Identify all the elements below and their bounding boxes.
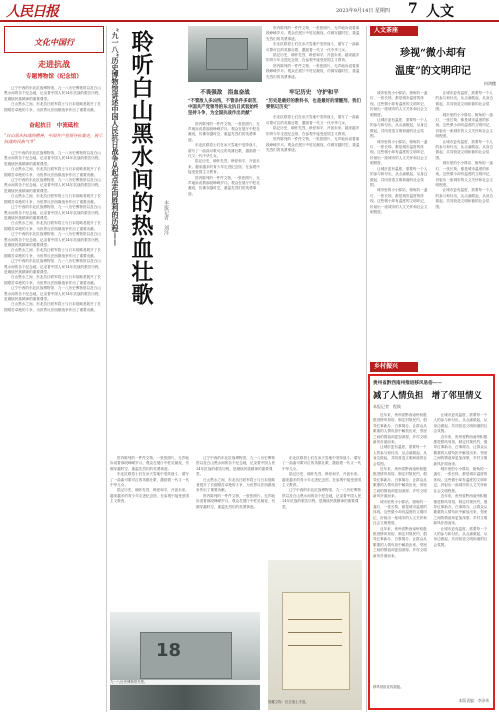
middle-body-a: 馆内陈列的一件件文物，一张张照片，无声地诉说着那段峥嵘岁月。观众在展厅中驻足凝视，仿佛穿越时空，重温先烈们的英勇事迹。 [188,121,260,142]
section-name: 人文 [426,4,454,20]
essay-body-b2: 让城市更有温度，需要每一个人的参与和付出，从点滴做起，从身边做起，共同营造文明和谐的社会氛围。 [370,166,428,187]
feature-body-9: 辽宁中西的东北抗战博物馆、九一八历史博物馆以及白山黑水间的各个纪念地，记录着中国人民14年抗战的艰苦历程，是赓续民族精神的重要课堂。 [282,488,362,509]
essay-body-a: 城市里的小小驿站、街角的一盏灯、一张长椅，都是城市温度的体现。这些微小却有温度的文明印记，折射出一座城市的人文关怀和社会文明程度。 [370,91,428,117]
rural-kicker: 贵州省黔西南州推进移风易俗—— [373,381,442,386]
left-body-a-cont2: 辽宁中西的东北抗战博物馆、九一八历史博物馆以及白山黑水间的各个纪念地，记录着中国人民14年抗战的艰苦历程，是赓续民族精神的重要课堂。 [4,178,103,193]
essay-body-b4: 让城市更有温度，需要每一个人的参与和付出，从点滴做起，从身边做起，共同营造文明和谐的社会氛围。 [435,139,493,160]
rural-body-8: 城市里的小小驿站、街角的一盏灯、一张长椅，都是城市温度的体现。这些微小却有温度的文明印记，折射出一座城市的人文关怀和社会文明程度。 [433,467,488,493]
middle-body-a-cont: 馆内陈列的一件件文物，一张张照片，无声地诉说着那段峥嵘岁月。观众在展厅中驻足凝视，仿佛穿越时空，重温先烈们的英勇事迹。 [188,175,260,196]
museum-building-shape [140,632,232,679]
middle-body-c: 铭记历史，缅怀先烈，珍爱和平，开创未来。越来越多的青少年走进纪念馆，在参观中接受爱国主义教育。 [188,159,260,175]
essay-body-a4: 城市里的小小驿站、街角的一盏灯、一张长椅，都是城市温度的体现。这些微小却有温度的文明印记，折射出一座城市的人文关怀和社会文明程度。 [435,112,493,139]
left-body-a-cont5: 辽宁中西的东北抗战博物馆、九一八历史博物馆以及白山黑水间的各个纪念地，记录着中国人民14年抗战的艰苦历程，是赓续民族精神的重要课堂。 [4,259,103,274]
essay-body-b: 让城市更有温度，需要每一个人的参与和付出，从点滴做起，从身边做起，共同营造文明和谐的社会氛围。 [370,118,428,139]
middle-column [188,88,262,268]
middle2-body-b2: 东北抗联将士们在冰天雪地中坚持战斗，谱写了一曲曲可歌可泣的英雄壮歌，激励着一代又一代中华儿女。 [266,115,360,125]
date-numeral-18: 18 [156,640,182,661]
rural-body-9: 近年来，贵州省黔西南州积极推进移风易俗，制定村规民约，倡导红事新办、白事简办，让群众从繁重的人情负担中解放出来，邻里之间的情谊却更加深厚，乡村文明新风扑面而来。 [433,494,488,526]
middle2-body-a3: 馆内陈列的一件件文物，一张张照片，无声地诉说着那段峥嵘岁月。观众在展厅中驻足凝视，仿佛穿越时空，重温先烈们的英勇事迹。 [266,137,360,152]
rural-body-10: 让城市更有温度，需要每一个人的参与和付出，从点滴做起，从身边做起，共同营造文明和谐的社会氛围。 [433,526,488,547]
feature-body-1: 馆内陈列的一件件文物，一张张照片，无声地诉说着那段峥嵘岁月。观众在展厅中驻足凝视，仿佛穿越时空，重温先烈们的英勇事迹。 [110,456,190,471]
left-column-divider [106,26,107,712]
left-body-b-cont2: 白山黑水之间，东北抗日联军将士与日本侵略者展开了长期艰苦卓绝的斗争，为世界反法西斯战争作出了重要贡献。 [4,194,101,204]
feature-title: 聆听白山黑水间的热血壮歌 [128,30,154,306]
left-body-b: 白山黑水之间，东北抗日联军将士与日本侵略者展开了长期艰苦卓绝的斗争，为世界反法西斯战争作出了重要贡献。 [4,102,101,112]
photo-caption-1: 九一八历史博物馆外景。 [110,680,260,685]
culture-logo-text: 文化中国行 [34,37,74,47]
right-column-divider [366,26,367,712]
left-body-a: 辽宁中西的东北抗战博物馆、九一八历史博物馆以及白山黑水间的各个纪念地，记录着中国人民14年抗战的艰苦历程，是赓续民族精神的重要课堂。 [4,86,103,101]
left-body-b-cont6: 白山黑水之间，东北抗日联军将士与日本侵略者展开了长期艰苦卓绝的斗争，为世界反法西斯战争作出了重要贡献。 [4,302,101,312]
middle-subheading-1: 不畏强敌 浴血奋战 [200,90,250,96]
rural-byline: 本报记者 程焕 [373,404,401,409]
essay-body-b3: 让城市更有温度，需要每一个人的参与和付出，从点滴做起，从身边做起，共同营造文明和谐的社会氛围。 [435,91,493,112]
left-column [4,26,104,712]
feature-body-4: 辽宁中西的东北抗战博物馆、九一八历史博物馆以及白山黑水间的各个纪念地，记录着中国人民14年抗战的艰苦历程，是赓续民族精神的重要课堂。 [196,456,276,477]
middle-body-b: 东北抗联将士们在冰天雪地中坚持战斗，谱写了一曲曲可歌可泣的英雄壮歌，激励着一代又一代中华儿女。 [188,143,260,159]
middle2-body-a2: 馆内陈列的一件件文物，一张张照片，无声地诉说着那段峥嵘岁月。观众在展厅中驻足凝视，仿佛穿越时空，重温先烈们的英勇事迹。 [266,63,360,79]
left-body-b-cont3: 白山黑水之间，东北抗日联军将士与日本侵略者展开了长期艰苦卓绝的斗争，为世界反法西斯战争作出了重要贡献。 [4,221,101,231]
essay-body-b5: 让城市更有温度，需要每一个人的参与和付出，从点滴做起，从身边做起，共同营造文明和谐的社会氛围。 [435,188,493,209]
rural-body-7: 近年来，贵州省黔西南州积极推进移风易俗，制定村规民约，倡导红事新办、白事简办，让群众从繁重的人情负担中解放出来，邻里之间的情谊却更加深厚，乡村文明新风扑面而来。 [433,434,488,466]
culture-china-tour-logo [4,26,104,53]
newspaper-logo: 人民日报 [6,4,58,20]
left-body-a-cont: 辽宁中西的东北抗战博物馆、九一八历史博物馆以及白山黑水间的各个纪念地，记录着中国人民14年抗战的艰苦历程，是赓续民族精神的重要课堂。 [4,151,103,166]
rural-body-1: 近年来，贵州省黔西南州积极推进移风易俗，制定村规民约，倡导红事新办、白事简办，让群众从繁重的人情负担中解放出来，邻里之间的情谊却更加深厚，乡村文明新风扑面而来。 [373,413,427,445]
essay-body-a2: 城市里的小小驿站、街角的一盏灯、一张长椅，都是城市温度的体现。这些微小却有温度的文明印记，折射出一座城市的人文关怀和社会文明程度。 [370,139,428,166]
essay-column-bar: 人文茶座 [370,26,418,36]
essay-body-a3: 城市里的小小驿站、街角的一盏灯、一张长椅，都是城市温度的体现。这些微小却有温度的文明印记，折射出一座城市的人文关怀和社会文明程度。 [370,188,428,214]
feature-body-3: 铭记历史，缅怀先烈，珍爱和平，开创未来。越来越多的青少年走进纪念馆，在参观中接受爱国主义教育。 [110,488,190,504]
rural-photo-caption: 移风易俗宣传展板。 [373,685,404,689]
feature-kicker: “九一八”历史博物馆讲述中国人民抗日战争从起点走向胜利的历程—— [111,28,120,247]
left-body-a-cont3: 辽宁中西的东北抗战博物馆、九一八历史博物馆以及白山黑水间的各个纪念地，记录着中国人民14年抗战的艰苦历程，是赓续民族精神的重要课堂。 [4,205,103,220]
left-body-b-cont: 白山黑水之间，东北抗日联军将士与日本侵略者展开了长期艰苦卓绝的斗争，为世界反法西斯战争作出了重要贡献。 [4,167,101,177]
rural-editor: 本版责编：李泽伟 [458,698,489,703]
left-body-b-cont4: 白山黑水之间，东北抗日联军将士与日本侵略者展开了长期艰苦卓绝的斗争，为世界反法西斯战争作出了重要贡献。 [4,248,101,258]
monument-shape [206,38,248,70]
rural-article-box[interactable] [368,374,495,710]
relic-handwriting [288,610,342,646]
middle2-body-c2: 铭记历史，缅怀先烈，珍爱和平，开创未来。越来越多的青少年走进纪念馆，在参观中接受爱国主义教育。 [266,126,360,136]
newspaper-header [0,0,499,22]
middle-column-2 [266,26,362,270]
essay-section [370,26,496,356]
feature-byline: 本报记者 刘洋 [163,200,169,235]
feature-body-6: 馆内陈列的一件件文物，一张张照片，无声地诉说着那段峥嵘岁月。观众在展厅中驻足凝视，仿佛穿越时空，重温先烈们的英勇事迹。 [196,493,276,509]
museum-exterior-photo [188,26,262,82]
rural-body-6: 让城市更有温度，需要每一个人的参与和付出，从点滴做起，从身边做起，共同营造文明和谐的社会氛围。 [433,413,488,434]
left-body-a-cont4: 辽宁中西的东北抗战博物馆、九一八历史博物馆以及白山黑水间的各个纪念地，记录着中国人民14年抗战的艰苦历程，是赓续民族精神的重要课堂。 [4,232,103,247]
middle-quote-2: “历史是最好的教科书，也是最好的清醒剂，我们要铭记历史” [266,99,361,111]
left-subheading: 奋起抗日 中流砥柱 [29,123,79,130]
essay-author: 何鸿穗 [484,81,496,86]
middle2-body-c: 铭记历史，缅怀先烈，珍爱和平，开创未来。越来越多的青少年走进纪念馆，在参观中接受爱国主义教育。 [266,53,360,63]
left-headline-line2: 专题博物馆（纪念馆） [26,74,82,80]
essay-title-line2: 温度”的文明印记 [395,66,471,77]
left-quote: “白山黑水抗战的精神，中国共产党领导抗战史，展示抗战的民族气节” [4,133,103,145]
left-body-a-cont6: 辽宁中西的东北抗战博物馆、九一八历史博物馆以及白山黑水间的各个纪念地，记录着中国人民14年抗战的艰苦历程，是赓续民族精神的重要课堂。 [4,286,103,301]
essay-body-a5: 城市里的小小驿站、街角的一盏灯、一张长椅，都是城市温度的体现。这些微小却有温度的文明印记，折射出一座城市的人文关怀和社会文明程度。 [435,161,493,187]
middle2-body-a: 馆内陈列的一件件文物，一张张照片，无声地诉说着那段峥嵘岁月。观众在展厅中驻足凝视，仿佛穿越时空，重温先烈们的英勇事迹。 [266,26,360,41]
photo-caption-2: 馆藏文物：抗日战士手迹。 [268,700,309,704]
rural-column-bar: 乡村振兴 [370,362,418,372]
feature-body-5: 白山黑水之间，东北抗日联军将士与日本侵略者展开了长期艰苦卓绝的斗争，为世界反法西斯战争作出了重要贡献。 [196,477,276,493]
issue-date: 2023年9月14日 星期四 [336,8,390,14]
feature-body-7: 东北抗联将士们在冰天雪地中坚持战斗，谱写了一曲曲可歌可泣的英雄壮歌，激励着一代又一代中华儿女。 [282,456,362,471]
museum-plaza-photo [110,612,260,710]
rural-title: 减了人情负担 增了邻里情义 [373,390,482,400]
left-body-b-cont5: 白山黑水之间，东北抗日联军将士与日本侵略者展开了长期艰苦卓绝的斗争，为世界反法西斯战争作出了重要贡献。 [4,275,101,285]
rural-body-3: 近年来，贵州省黔西南州积极推进移风易俗，制定村规民约，倡导红事新办、白事简办，让群众从繁重的人情负担中解放出来，邻里之间的情谊却更加深厚，乡村文明新风扑面而来。 [373,467,427,499]
relic-document-photo [268,560,362,710]
page-number: 7 [408,1,418,17]
feature-body-8: 铭记历史，缅怀先烈，珍爱和平，开创未来。越来越多的青少年走进纪念馆，在参观中接受爱国主义教育。 [282,472,362,488]
feature-body-2: 东北抗联将士们在冰天雪地中坚持战斗，谱写了一曲曲可歌可泣的英雄壮歌，激励着一代又一代中华儿女。 [110,472,190,488]
rural-body-5: 近年来，贵州省黔西南州积极推进移风易俗，制定村规民约，倡导红事新办、白事简办，让群众从繁重的人情负担中解放出来，邻里之间的情谊却更加深厚，乡村文明新风扑面而来。 [373,526,427,558]
left-headline-line1: 走进抗战 [38,59,70,69]
visitors-shape [110,684,260,710]
middle-subheading-2: 牢记历史 守护和平 [289,90,339,97]
middle2-body-b: 东北抗联将士们在冰天雪地中坚持战斗，谱写了一曲曲可歌可泣的英雄壮歌，激励着一代又一代中华儿女。 [266,42,360,52]
rural-body-2: 让城市更有温度，需要每一个人的参与和付出，从点滴做起，从身边做起，共同营造文明和谐的社会氛围。 [373,445,427,466]
middle-quote-1: “不管敌人多凶残，不管条件多艰苦，中国共产党领导的东北抗日武装始终坚持斗争，为全国抗战作出贡献” [188,99,261,117]
rural-body-4: 城市里的小小驿站、街角的一盏灯、一张长椅，都是城市温度的体现。这些微小却有温度的文明印记，折射出一座城市的人文关怀和社会文明程度。 [373,499,427,526]
essay-title-line1: 珍视“微小却有 [400,48,466,59]
